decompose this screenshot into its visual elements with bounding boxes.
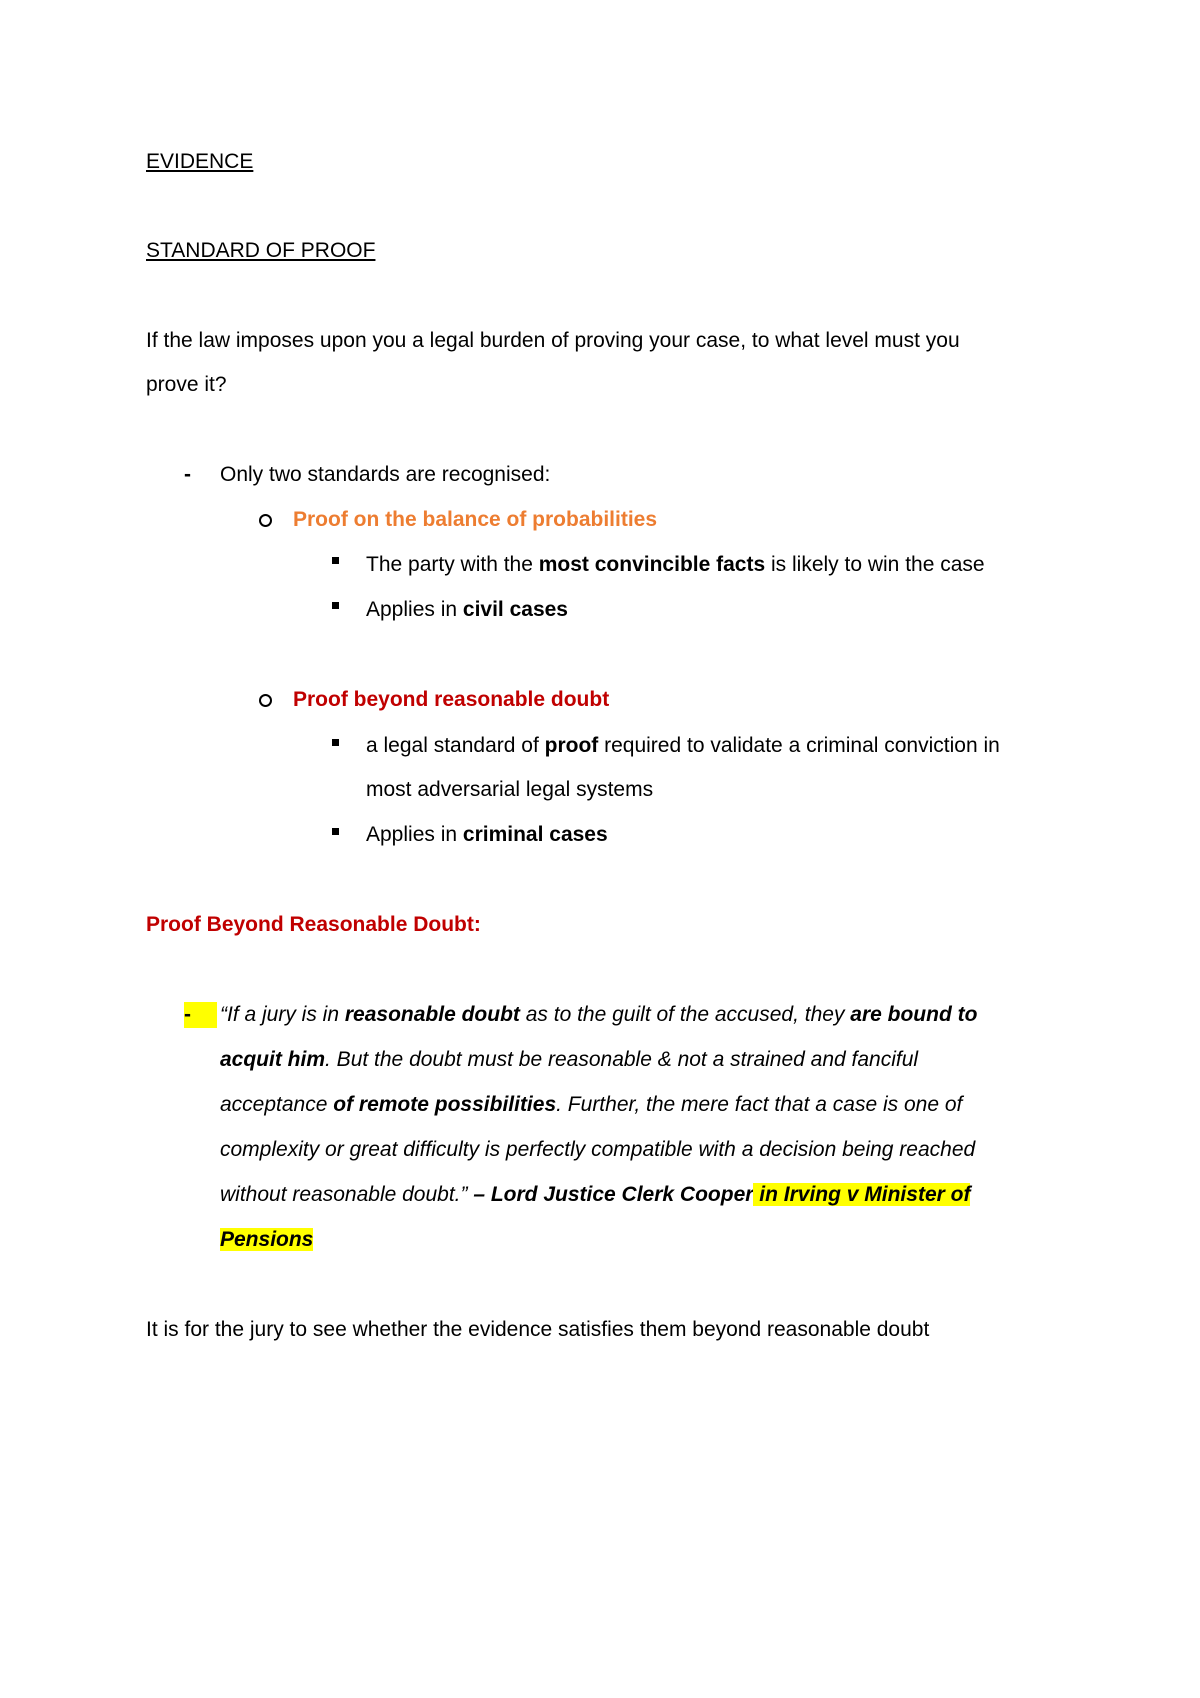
list-item: a legal standard of proof required to validate a criminal conviction in (366, 734, 1000, 757)
question-line-2: prove it? (146, 373, 227, 396)
dash-bullet: - (184, 463, 191, 486)
square-bullet-icon (332, 739, 339, 746)
section-heading: Proof Beyond Reasonable Doubt: (146, 913, 481, 936)
list-item: Applies in criminal cases (366, 823, 608, 846)
quote-line-5: without reasonable doubt.” – Lord Justice Clerk Cooper in Irving v Minister of (220, 1183, 971, 1206)
list-item-continuation: most adversarial legal systems (366, 778, 654, 801)
case-citation-highlight: Pensions (220, 1228, 314, 1251)
square-bullet-icon (332, 602, 339, 609)
standards-intro: Only two standards are recognised: (220, 463, 551, 486)
quote-line-3: acceptance of remote possibilities. Further, the mere fact that a case is one of (220, 1093, 963, 1116)
question-line-1: If the law imposes upon you a legal burden of proving your case, to what level must you (146, 329, 960, 352)
standard-heading-reasonable-doubt: Proof beyond reasonable doubt (293, 688, 610, 711)
quote-line-2: acquit him. But the doubt must be reasonable & not a strained and fanciful (220, 1048, 919, 1071)
quote-line-1: “If a jury is in reasonable doubt as to the guilt of the accused, they are bound to (220, 1003, 978, 1026)
circle-bullet-icon (259, 514, 272, 527)
square-bullet-icon (332, 828, 339, 835)
conclusion-paragraph: It is for the jury to see whether the evidence satisfies them beyond reasonable doubt (146, 1318, 930, 1341)
document-title: EVIDENCE (146, 150, 254, 173)
standard-heading-balance: Proof on the balance of probabilities (293, 508, 658, 531)
section-subtitle: STANDARD OF PROOF (146, 239, 376, 262)
square-bullet-icon (332, 557, 339, 564)
case-citation-highlight: in Irving v Minister of (753, 1183, 971, 1206)
quote-line-6 (220, 1227, 313, 1253)
list-item: The party with the most convincible facts is likely to win the case (366, 553, 985, 576)
circle-bullet-icon (259, 694, 272, 707)
quote-line-4: complexity or great difficulty is perfectly compatible with a decision being reached (220, 1138, 976, 1161)
list-item: Applies in civil cases (366, 598, 568, 621)
quote-dash-bullet: - (184, 1002, 217, 1028)
